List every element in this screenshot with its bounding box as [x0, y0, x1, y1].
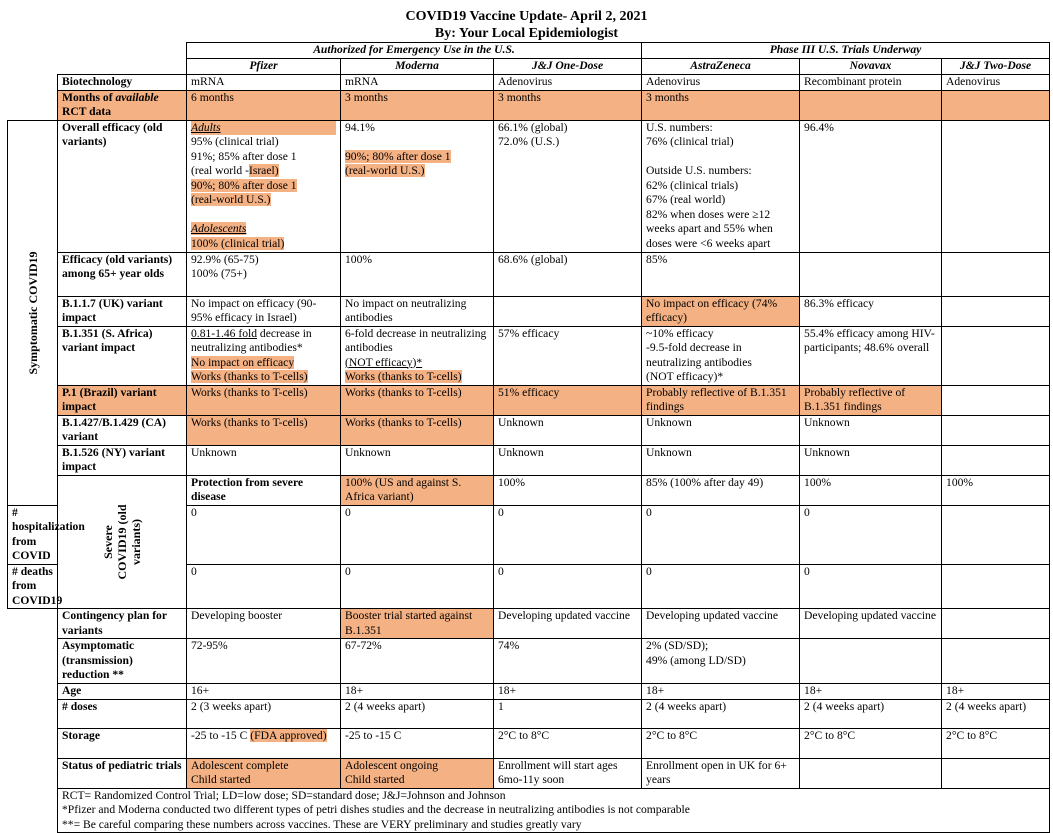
- text: Works (thanks to T-cells): [345, 370, 462, 383]
- cell: Developing updated vaccine: [800, 609, 942, 639]
- cell: 2 (4 weeks apart): [800, 699, 942, 728]
- cell: -25 to -15 C: [341, 728, 494, 758]
- row-storage: [8, 728, 1050, 758]
- row-pediatric-trials: [8, 758, 1050, 788]
- row-label: # doses: [58, 699, 187, 728]
- text: 62% (clinical trials): [646, 178, 739, 192]
- row-label: # deaths from COVID19: [8, 564, 58, 609]
- cell: No impact on efficacy (90-95% efficacy in Israel): [187, 296, 341, 326]
- text: 92.9% (65-75): [191, 252, 259, 266]
- blank-cell: [8, 74, 58, 90]
- cell: [494, 296, 642, 326]
- text: -9.5-fold decrease in neutralizing antibodies: [646, 341, 752, 369]
- cell: Works (thanks to T-cells): [187, 385, 341, 415]
- label-part: Months of: [62, 90, 116, 104]
- cell: Adenovirus: [494, 74, 642, 90]
- cell-moderna: [341, 120, 494, 252]
- cell: 85% (100% after day 49): [642, 475, 800, 505]
- text: 100% (clinical trial): [191, 236, 285, 250]
- cell: 100% (US and against S. Africa variant): [341, 475, 494, 505]
- row-label: Contingency plan for variants: [58, 609, 187, 639]
- cell: [942, 564, 1050, 609]
- cell: 57% efficacy: [494, 326, 642, 385]
- cell: 67-72%: [341, 639, 494, 684]
- text: 2% (SD/SD);: [646, 639, 709, 652]
- row-contingency-plan: [8, 609, 1050, 639]
- corner-blank-2: [8, 59, 187, 75]
- text: Israel): [248, 164, 279, 177]
- cell-pfizer: [187, 326, 341, 385]
- label-part: RCT data: [62, 105, 112, 118]
- cell-moderna: [341, 326, 494, 385]
- cell: Booster trial started against B.1.351: [341, 609, 494, 639]
- cell-astrazeneca: [642, 326, 800, 385]
- text: 72.0% (U.S.): [498, 135, 560, 148]
- text: 96.4%: [804, 120, 834, 134]
- cell: Adenovirus: [642, 74, 800, 90]
- row-label: B.1.1.7 (UK) variant impact: [58, 296, 187, 326]
- col-header-jj-two-dose: J&J Two-Dose: [942, 59, 1050, 75]
- cell: 86.3% efficacy: [800, 296, 942, 326]
- cell: Enrollment open in UK for 6+ years: [642, 758, 800, 788]
- cell: 0: [800, 505, 942, 564]
- text: Child started: [345, 773, 405, 786]
- cell: 2°C to 8°C: [494, 728, 642, 758]
- text: 49% (among LD/SD): [646, 653, 746, 667]
- page-title: COVID19 Vaccine Update- April 2, 2021: [405, 9, 648, 24]
- text: Child started: [191, 773, 251, 786]
- footnotes: [58, 788, 1050, 833]
- text: 82% when doses were ≥12 weeks apart and 55% when doses were <6 weeks apart: [646, 207, 773, 250]
- cell: [800, 252, 942, 296]
- cell: No impact on neutralizing antibodies: [341, 296, 494, 326]
- cell: 72-95%: [187, 639, 341, 684]
- cell-pfizer: [187, 120, 341, 252]
- row-label: P.1 (Brazil) variant impact: [58, 385, 187, 415]
- cell: [942, 445, 1050, 475]
- text: Adolescent complete: [191, 758, 289, 772]
- text: ~10% efficacy: [646, 326, 714, 340]
- group-trials-header: Phase III U.S. Trials Underway: [642, 43, 1050, 59]
- text: Works (thanks to T-cells): [191, 370, 308, 383]
- cell: 2°C to 8°C: [942, 728, 1050, 758]
- section-label: Symptomatic COVID19: [25, 251, 40, 374]
- row-brazil-variant: [8, 385, 1050, 415]
- cell: Works (thanks to T-cells): [341, 385, 494, 415]
- blank-cell: [8, 90, 58, 120]
- row-label: B.1.526 (NY) variant impact: [58, 445, 187, 475]
- cell: Developing updated vaccine: [494, 609, 642, 639]
- section-severe: [58, 475, 187, 609]
- row-doses: [8, 699, 1050, 728]
- cell: mRNA: [187, 74, 341, 90]
- cell: [942, 385, 1050, 415]
- cell-novavax: [800, 120, 942, 252]
- cell: 1: [494, 699, 642, 728]
- text: Adults: [191, 121, 336, 136]
- footnote: RCT= Randomized Control Trial; LD=low dose; SD=standard dose; J&J=Johnson and Johnson: [62, 788, 506, 802]
- cell-astrazeneca: [642, 639, 800, 684]
- row-label: Asymptomatic (transmission) reduction **: [58, 639, 187, 684]
- cell: [942, 505, 1050, 564]
- text: 100% (75+): [191, 267, 247, 280]
- row-label: B.1.427/B.1.429 (CA) variant: [58, 415, 187, 445]
- row-new-york-variant: [8, 445, 1050, 475]
- blank-cell: [8, 639, 58, 684]
- cell: Unknown: [187, 445, 341, 475]
- text: (real-world U.S.): [345, 164, 425, 177]
- cell: 85%: [642, 252, 800, 296]
- cell-pfizer: [187, 252, 341, 296]
- row-footnotes: [8, 788, 1050, 833]
- row-label: Overall efficacy (old variants): [58, 120, 187, 252]
- cell: Probably reflective of B.1.351 findings: [800, 385, 942, 415]
- cell: Unknown: [494, 415, 642, 445]
- cell-astrazeneca: [642, 120, 800, 252]
- cell: [942, 326, 1050, 385]
- cell: 74%: [494, 639, 642, 684]
- cell: Unknown: [800, 415, 942, 445]
- row-label: Biotechnology: [58, 74, 187, 90]
- text: 0.81-1.46 fold: [191, 326, 258, 340]
- text: 90%; 80% after dose 1: [191, 178, 297, 192]
- cell: Recombinant protein: [800, 74, 942, 90]
- cell: [942, 252, 1050, 296]
- text: (real-world U.S.): [191, 193, 271, 206]
- cell: 100%: [942, 475, 1050, 505]
- cell: [800, 758, 942, 788]
- cell: Works (thanks to T-cells): [187, 415, 341, 445]
- cell: 0: [341, 564, 494, 609]
- footnote: **= Be careful comparing these numbers across vaccines. These are VERY preliminary and studies greatly vary: [62, 817, 582, 831]
- cell: 0: [642, 505, 800, 564]
- cell: 2 (4 weeks apart): [942, 699, 1050, 728]
- cell: 16+: [187, 683, 341, 699]
- corner-blank: [8, 43, 187, 59]
- cell: [942, 90, 1050, 120]
- blank-cell: [8, 699, 58, 728]
- text: No impact on efficacy: [191, 355, 295, 369]
- cell: 68.6% (global): [494, 252, 642, 296]
- cell: Unknown: [341, 445, 494, 475]
- col-header-pfizer: Pfizer: [187, 59, 341, 75]
- text: 95% (clinical trial): [191, 135, 279, 148]
- cell: 18+: [642, 683, 800, 699]
- text: 66.1% (global): [498, 120, 568, 134]
- cell: 0: [494, 505, 642, 564]
- cell: 6 months: [187, 90, 341, 120]
- cell-jj: [494, 120, 642, 252]
- cell: Works (thanks to T-cells): [341, 415, 494, 445]
- section-symptomatic: [8, 120, 58, 505]
- cell: [942, 296, 1050, 326]
- col-header-astrazeneca: AstraZeneca: [642, 59, 800, 75]
- row-efficacy-65plus: [8, 252, 1050, 296]
- cell: 0: [494, 564, 642, 609]
- row-south-africa-variant: [8, 326, 1050, 385]
- cell: 3 months: [642, 90, 800, 120]
- text: Adolescent ongoing: [345, 758, 439, 772]
- cell: 51% efficacy: [494, 385, 642, 415]
- group-authorized-header: Authorized for Emergency Use in the U.S.: [187, 43, 642, 59]
- cell: 3 months: [494, 90, 642, 120]
- row-label: B.1.351 (S. Africa) variant impact: [58, 326, 187, 385]
- cell: Unknown: [494, 445, 642, 475]
- cell-jj2: [942, 120, 1050, 252]
- cell: [942, 758, 1050, 788]
- cell: 2°C to 8°C: [800, 728, 942, 758]
- text: 6-fold decrease in neutralizing antibodies: [345, 326, 487, 354]
- cell-pfizer: [187, 728, 341, 758]
- cell: Developing updated vaccine: [642, 609, 800, 639]
- cell: Unknown: [800, 445, 942, 475]
- text: U.S. numbers:: [646, 120, 713, 134]
- row-label: [58, 90, 187, 120]
- cell: 18+: [341, 683, 494, 699]
- cell: 2°C to 8°C: [642, 728, 800, 758]
- row-uk-variant: [8, 296, 1050, 326]
- page-subtitle: By: Your Local Epidemiologist: [434, 26, 619, 41]
- cell: 2 (4 weeks apart): [642, 699, 800, 728]
- cell: 0: [642, 564, 800, 609]
- blank-cell: [8, 609, 58, 639]
- cell: Developing booster: [187, 609, 341, 639]
- row-protection-severe: [8, 475, 1050, 505]
- cell: Unknown: [642, 445, 800, 475]
- cell: Adenovirus: [942, 74, 1050, 90]
- cell: Unknown: [642, 415, 800, 445]
- cell: 18+: [942, 683, 1050, 699]
- text: Outside U.S. numbers:: [646, 164, 752, 177]
- cell: [800, 90, 942, 120]
- blank-cell: [8, 728, 58, 758]
- cell: 0: [187, 505, 341, 564]
- cell: [942, 609, 1050, 639]
- cell: 0: [341, 505, 494, 564]
- cell: [942, 415, 1050, 445]
- text: (real world -: [191, 164, 249, 177]
- text: 67% (real world): [646, 193, 726, 206]
- cell: 55.4% efficacy among HIV- participants; 48.6% overall: [800, 326, 942, 385]
- row-age: [8, 683, 1050, 699]
- row-overall-efficacy: [8, 120, 1050, 252]
- row-california-variant: [8, 415, 1050, 445]
- text: 90%; 80% after dose 1: [345, 149, 451, 163]
- blank-cell: [8, 788, 58, 833]
- row-label: Status of pediatric trials: [58, 758, 187, 788]
- text: 91%; 85% after dose 1: [191, 149, 297, 163]
- row-label: Age: [58, 683, 187, 699]
- cell: Enrollment will start ages 6mo-11y soon: [494, 758, 642, 788]
- label-part-italic: available: [115, 90, 159, 104]
- vaccine-comparison-table: [7, 42, 1050, 833]
- row-label: Storage: [58, 728, 187, 758]
- col-header-moderna: Moderna: [341, 59, 494, 75]
- cell: [942, 639, 1050, 684]
- cell: 0: [800, 564, 942, 609]
- col-header-novavax: Novavax: [800, 59, 942, 75]
- row-label: Efficacy (old variants) among 65+ year olds: [58, 252, 187, 296]
- text: (NOT efficacy)*: [646, 370, 724, 383]
- blank-cell: [8, 683, 58, 699]
- text: (FDA approved): [250, 728, 327, 742]
- row-asymptomatic-reduction: [8, 639, 1050, 684]
- cell: 100%: [341, 252, 494, 296]
- cell: 18+: [494, 683, 642, 699]
- blank-cell: [8, 758, 58, 788]
- footnote: *Pfizer and Moderna conducted two different types of petri dishes studies and the decrease in neutralizing antibodies is not comparable: [62, 803, 690, 816]
- cell: 18+: [800, 683, 942, 699]
- cell-moderna: [341, 758, 494, 788]
- cell: No impact on efficacy (74% efficacy): [642, 296, 800, 326]
- text: -25 to -15 C: [191, 728, 251, 742]
- text: 94.1%: [345, 120, 375, 134]
- cell: 3 months: [341, 90, 494, 120]
- cell: 2 (3 weeks apart): [187, 699, 341, 728]
- row-biotechnology: [8, 74, 1050, 90]
- cell: mRNA: [341, 74, 494, 90]
- text: Adolescents: [191, 222, 247, 235]
- text: (NOT efficacy)*: [345, 355, 423, 369]
- cell-pfizer: [187, 758, 341, 788]
- row-label: # hospitalization from COVID: [8, 505, 58, 564]
- row-label: Protection from severe disease: [187, 475, 341, 505]
- cell: 0: [187, 564, 341, 609]
- cell: [800, 639, 942, 684]
- col-header-jj-one-dose: J&J One-Dose: [494, 59, 642, 75]
- row-months-rct-data: [8, 90, 1050, 120]
- cell: Probably reflective of B.1.351 findings: [642, 385, 800, 415]
- cell: 100%: [800, 475, 942, 505]
- section-label: Severe COVID19 (old variants): [101, 504, 143, 580]
- cell: 2 (4 weeks apart): [341, 699, 494, 728]
- cell: 100%: [494, 475, 642, 505]
- text: 76% (clinical trial): [646, 135, 734, 148]
- text: decrease in neutralizing antibodies*: [191, 326, 312, 354]
